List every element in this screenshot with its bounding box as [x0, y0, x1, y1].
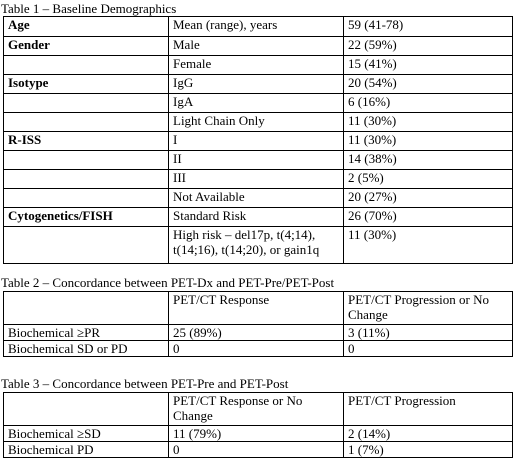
table-row	[4, 17, 513, 37]
table-row	[4, 151, 513, 170]
header-cell: PET/CT Response or No Change	[169, 393, 344, 426]
table2-concordance-petdx	[3, 291, 513, 357]
row-label	[4, 151, 169, 170]
header-cell	[4, 292, 169, 325]
table-row	[4, 113, 513, 132]
header-cell: PET/CT Progression or No Change	[344, 292, 513, 325]
table-row	[4, 94, 513, 113]
table2-caption: Table 2 – Concordance between PET-Dx and PET-Pre/PET-Post	[1, 275, 335, 290]
header-cell	[4, 393, 169, 426]
row-label: Gender	[4, 37, 169, 56]
row-value: 26 (70%)	[344, 208, 513, 227]
row-category: II	[169, 151, 344, 170]
row-value: 14 (38%)	[344, 151, 513, 170]
table-row	[4, 426, 513, 442]
row-category: Female	[169, 56, 344, 75]
table-row	[4, 442, 513, 458]
row-value: 20 (27%)	[344, 189, 513, 208]
row-label: Biochemical PD	[4, 442, 169, 458]
row-label	[4, 189, 169, 208]
row-label: R-ISS	[4, 132, 169, 151]
row-value: 2 (14%)	[344, 426, 513, 442]
row-value: 59 (41-78)	[344, 17, 513, 37]
table-row	[4, 208, 513, 227]
row-category: Standard Risk	[169, 208, 344, 227]
row-category: I	[169, 132, 344, 151]
table3-caption: Table 3 – Concordance between PET-Pre and PET-Post	[1, 376, 289, 391]
row-category: Light Chain Only	[169, 113, 344, 132]
row-label: Isotype	[4, 75, 169, 94]
row-value: 0	[169, 442, 344, 458]
row-value: 20 (54%)	[344, 75, 513, 94]
header-cell: PET/CT Progression	[344, 393, 513, 426]
table-row	[4, 132, 513, 151]
table-row	[4, 170, 513, 189]
row-value: 15 (41%)	[344, 56, 513, 75]
table-row	[4, 56, 513, 75]
row-label	[4, 227, 169, 264]
row-label	[4, 170, 169, 189]
table-row	[4, 227, 513, 264]
row-label: Biochemical ≥PR	[4, 325, 169, 341]
row-value: 1 (7%)	[344, 442, 513, 458]
table3-concordance-petpre	[3, 392, 513, 458]
row-label: Cytogenetics/FISH	[4, 208, 169, 227]
row-value: 2 (5%)	[344, 170, 513, 189]
row-label	[4, 94, 169, 113]
table1-baseline-demographics	[3, 16, 513, 264]
row-label: Age	[4, 17, 169, 37]
row-category: IgG	[169, 75, 344, 94]
row-label: Biochemical SD or PD	[4, 341, 169, 357]
row-value: 6 (16%)	[344, 94, 513, 113]
row-value: 11 (30%)	[344, 132, 513, 151]
row-value: 0	[169, 341, 344, 357]
row-value: 11 (30%)	[344, 227, 513, 264]
row-category: Mean (range), years	[169, 17, 344, 37]
table-row	[4, 75, 513, 94]
row-category: III	[169, 170, 344, 189]
table-row	[4, 325, 513, 341]
table-row	[4, 341, 513, 357]
row-value: 0	[344, 341, 513, 357]
row-category: Not Available	[169, 189, 344, 208]
table-header-row	[4, 292, 513, 325]
table-row	[4, 189, 513, 208]
row-value: 11 (79%)	[169, 426, 344, 442]
row-label	[4, 113, 169, 132]
table1-caption: Table 1 – Baseline Demographics	[1, 1, 177, 16]
row-value: 11 (30%)	[344, 113, 513, 132]
table-header-row	[4, 393, 513, 426]
header-cell: PET/CT Response	[169, 292, 344, 325]
row-value: 3 (11%)	[344, 325, 513, 341]
row-label	[4, 56, 169, 75]
row-category: IgA	[169, 94, 344, 113]
row-value: 22 (59%)	[344, 37, 513, 56]
row-value: 25 (89%)	[169, 325, 344, 341]
row-category: High risk – del17p, t(4;14), t(14;16), t(14;20), or gain1q	[169, 227, 344, 264]
table-row	[4, 37, 513, 56]
row-label: Biochemical ≥SD	[4, 426, 169, 442]
row-category: Male	[169, 37, 344, 56]
